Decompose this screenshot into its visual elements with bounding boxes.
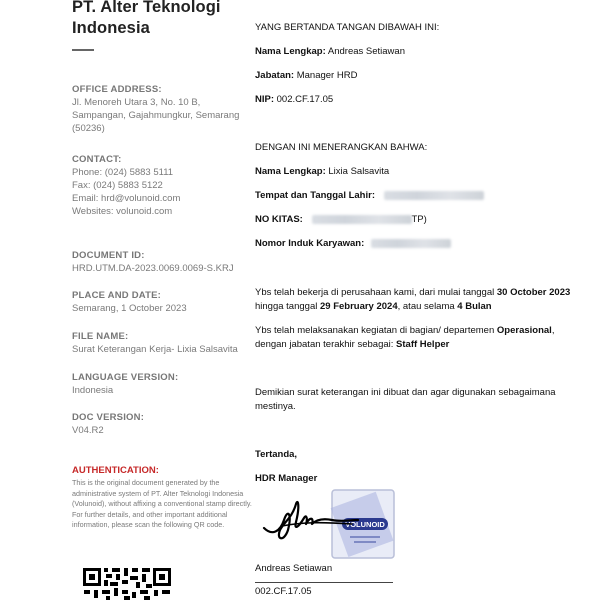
file-label: FILE NAME:	[72, 331, 129, 342]
lang-label: LANGUAGE VERSION:	[72, 372, 179, 383]
office-label: OFFICE ADDRESS:	[72, 84, 162, 95]
redacted-nik	[371, 239, 451, 248]
p1-duration: 4 Bulan	[457, 301, 492, 312]
paragraph-employment	[255, 286, 575, 314]
lang-section	[72, 372, 252, 397]
p2-role: Staff Helper	[396, 339, 450, 350]
docid-value: HRD.UTM.DA-2023.0069.0069-S.KRJ	[72, 263, 234, 274]
qr-code-icon[interactable]	[82, 566, 172, 600]
p2-text-a: Ybs telah melaksanakan kegiatan di bagian/ departemen	[255, 325, 497, 336]
stamp-text: VOLUNOID	[345, 520, 385, 529]
subject-name-row	[255, 165, 389, 179]
signer-name-row	[255, 45, 405, 59]
paragraph-department	[255, 324, 575, 352]
signer-name-value: Andreas Setiawan	[327, 46, 405, 57]
signer-printed-name: Andreas Setiawan	[255, 563, 333, 574]
subject-name-value: Lixia Salsavita	[328, 166, 390, 177]
nip-label: NIP:	[255, 94, 274, 105]
heading-subject: DENGAN INI MENERANGKAN BAHWA:	[255, 142, 428, 153]
closing-label: Tertanda,	[255, 449, 298, 460]
signer-printed-nip: 002.CF.17.05	[255, 586, 312, 597]
kitas-suffix: TP)	[411, 214, 427, 225]
docid-section	[72, 250, 252, 275]
p1-text-a: Ybs telah bekerja di perusahaan kami, dari mulai tanggal	[255, 287, 497, 298]
handwritten-signature-icon	[262, 496, 362, 544]
nip-value: 002.CF.17.05	[276, 94, 334, 105]
auth-text: This is the original document generated by the administrative system of PT. Alter Teknologi Indonesia (Volunoid), without affixing a conventional stamp directly. For further details, and other important additional information, please scan the following QR code.	[72, 478, 252, 529]
sidebar	[72, 0, 252, 529]
divider	[72, 49, 94, 51]
signature-line	[255, 582, 393, 583]
office-value: Jl. Menoreh Utara 3, No. 10 B, Sampangan, Gajahmungkur, Semarang (50236)	[72, 97, 240, 134]
docver-label: DOC VERSION:	[72, 412, 145, 423]
email: Email: hrd@volunoid.com	[72, 193, 181, 204]
heading-signer: YANG BERTANDA TANGAN DIBAWAH INI:	[255, 22, 440, 33]
ttl-label: Tempat dan Tanggal Lahir:	[255, 190, 375, 201]
jabatan-value: Manager HRD	[296, 70, 358, 81]
nik-row	[255, 237, 451, 251]
place-label: PLACE AND DATE:	[72, 290, 162, 301]
contact-section	[72, 154, 252, 218]
p1-date-end: 29 February 2024	[319, 301, 398, 312]
signer-title-label: HDR Manager	[255, 473, 318, 484]
place-value: Semarang, 1 October 2023	[72, 303, 187, 314]
redacted-ttl	[384, 191, 484, 200]
p2-text-b: , dengan jabatan terakhir sebagai:	[255, 325, 555, 350]
docid-label: DOCUMENT ID:	[72, 250, 145, 261]
redacted-kitas	[312, 215, 412, 224]
nik-label: Nomor Induk Karyawan:	[255, 238, 365, 249]
subject-name-label: Nama Lengkap:	[255, 166, 326, 177]
website: Websites: volunoid.com	[72, 206, 173, 217]
fax: Fax: (024) 5883 5122	[72, 180, 163, 191]
docver-section	[72, 412, 252, 437]
jabatan-label: Jabatan:	[255, 70, 295, 81]
docver-value: V04.R2	[72, 425, 104, 436]
place-section	[72, 290, 252, 315]
signer-nip-row	[255, 93, 333, 107]
p1-text-b: hingga tanggal	[255, 301, 320, 312]
ttl-row	[255, 189, 484, 203]
kitas-row	[255, 213, 427, 227]
closing-text	[255, 448, 297, 462]
company-name: PT. Alter Teknologi Indonesia	[72, 0, 221, 37]
file-section	[72, 331, 252, 356]
contact-label: CONTACT:	[72, 154, 122, 165]
auth-label: AUTHENTICATION:	[72, 465, 159, 476]
lang-value: Indonesia	[72, 385, 114, 396]
paragraph-closing: Demikian surat keterangan ini dibuat dan agar digunakan sebagaimana mestinya.	[255, 387, 556, 412]
signer-jabatan-row	[255, 69, 357, 83]
office-section	[72, 84, 252, 135]
file-value: Surat Keterangan Kerja- Lixia Salsavita	[72, 344, 238, 355]
p1-text-c: , atau selama	[397, 301, 458, 312]
auth-section	[72, 465, 252, 531]
signer-name-label: Nama Lengkap:	[255, 46, 326, 57]
phone: Phone: (024) 5883 5111	[72, 167, 174, 178]
kitas-label: NO KITAS:	[255, 214, 303, 225]
p2-department: Operasional	[496, 325, 552, 336]
signer-title	[255, 472, 317, 486]
p1-date-start: 30 October 2023	[496, 287, 571, 298]
